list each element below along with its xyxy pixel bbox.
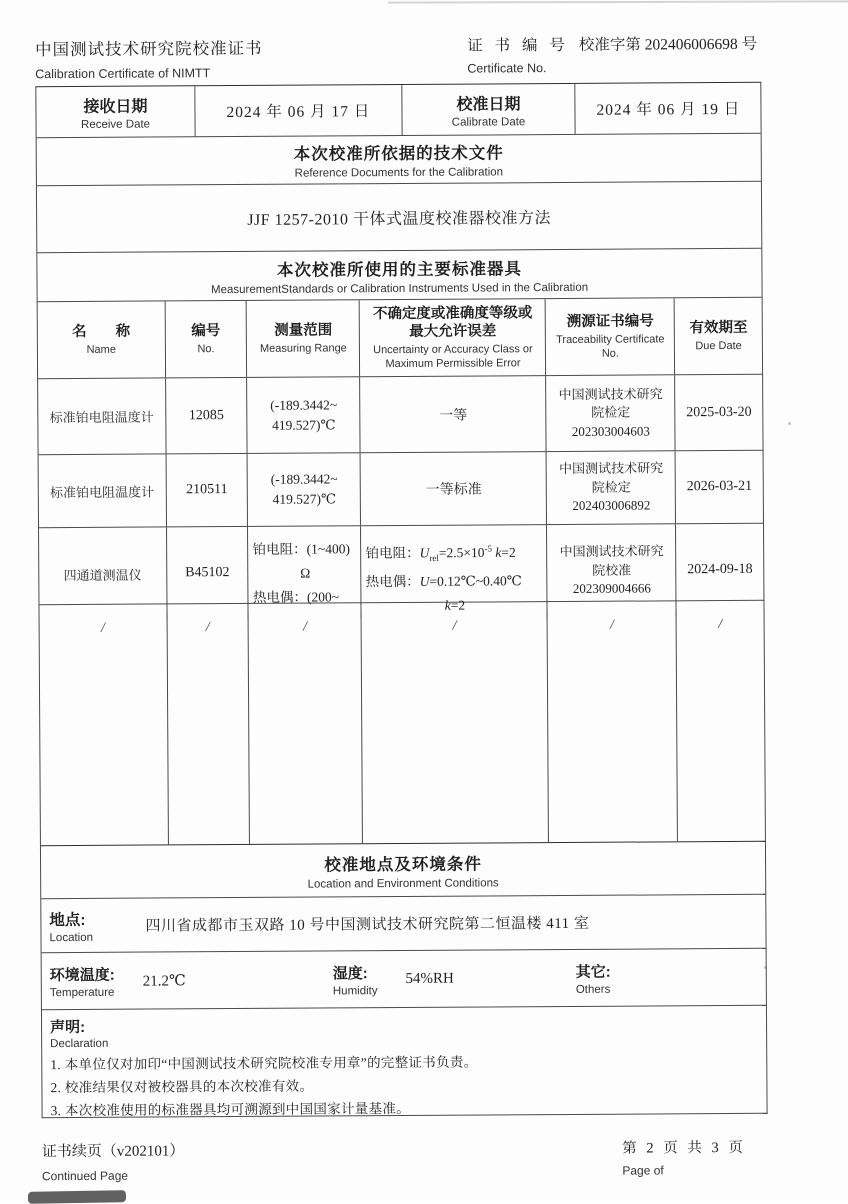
humidity-label — [333, 962, 378, 997]
reference-document-row — [37, 181, 761, 252]
location-row — [41, 894, 765, 952]
continued-page-zh: 证书续页（v202101） — [41, 1143, 185, 1161]
declaration-item-2: 2. 校准结果仅对被校器具的本次校准有效。 — [50, 1078, 314, 1096]
declaration-items — [50, 1049, 756, 1122]
unc-value: =2.5×10 — [438, 544, 485, 561]
page-content — [35, 32, 768, 1183]
range-line-2: Ω — [300, 565, 311, 581]
calibrate-date-label-zh: 校准日期 — [456, 95, 521, 114]
location-label — [49, 907, 145, 944]
instrument-no: 210511 — [165, 454, 247, 526]
document-header — [35, 32, 761, 86]
location-section-title — [41, 841, 765, 898]
reference-title-zh: 本次校准所依据的技术文件 — [293, 144, 504, 164]
certificate-number-line — [467, 32, 757, 56]
empty-cell: / — [166, 604, 249, 844]
col-header-no-en: No. — [197, 342, 215, 355]
temperature-group — [50, 962, 333, 999]
col-header-range — [246, 300, 359, 377]
due-date: 2026-03-21 — [675, 451, 763, 524]
temperature-label — [50, 963, 115, 998]
receive-date-label-en: Receive Date — [80, 118, 151, 131]
unc-u-symbol: U — [419, 574, 430, 590]
col-header-traceability-en: Traceability Certificate No. — [556, 333, 665, 360]
scan-artifact-line — [388, 0, 848, 3]
receive-date-label-zh: 接收日期 — [83, 98, 148, 116]
measuring-range: (-189.3442~ 419.527)℃ — [247, 453, 360, 526]
unc-tc-value: =0.12℃~0.40℃ — [429, 573, 522, 590]
empty-cell: / — [547, 601, 677, 842]
calibrate-date-value-cell — [574, 83, 761, 134]
page-number-en: Page of — [622, 1163, 664, 1178]
unc-u-symbol: U — [419, 545, 430, 561]
col-header-no — [164, 301, 246, 377]
traceability-cert: 中国测试技术研究 院检定 202403006892 — [546, 451, 675, 524]
declaration-section — [42, 1005, 767, 1117]
uncertainty: 一等 — [360, 376, 547, 452]
standards-title-en: MeasurementStandards or Calibration Instruments Used in the Calibration — [210, 281, 589, 296]
col-header-no-zh: 编号 — [191, 322, 221, 340]
empty-cell: / — [100, 620, 105, 636]
header-right — [467, 32, 761, 76]
col-header-traceability-zh: 溯源证书编号 — [566, 313, 654, 330]
empty-cell: / — [248, 603, 362, 844]
unc-k-symbol: k — [495, 544, 502, 560]
certificate-title-zh: 中国测试技术研究院校准证书 — [35, 38, 263, 60]
location-value: 四川省成都市玉双路 10 号中国测试技术研究院第二恒温楼 411 室 — [145, 915, 590, 935]
location-title-zh: 校准地点及环境条件 — [324, 855, 482, 874]
humidity-group — [333, 960, 576, 996]
scan-speck — [788, 422, 791, 425]
due-date: 2024-09-18 — [675, 524, 763, 617]
col-header-name-zh: 名 称 — [72, 323, 131, 340]
uncertainty-line-1 — [365, 536, 515, 570]
standards-table-header — [38, 297, 762, 378]
empty-cell: / — [676, 601, 765, 842]
traceability-cert: 中国测试技术研究 院检定 202303004603 — [546, 375, 675, 451]
certificate-number-label-en: Certificate No. — [467, 61, 547, 76]
uncertainty: 一等标准 — [360, 452, 546, 525]
continued-page-en: Continued Page — [41, 1168, 129, 1184]
unc-k-value: =2 — [450, 597, 466, 613]
declaration-label-zh: 声明: — [50, 1018, 86, 1037]
certificate-number-value: 校准字第 202406006698 号 — [578, 35, 758, 54]
standards-title-zh: 本次校准所使用的主要标准器具 — [276, 259, 522, 280]
standards-section-title — [37, 248, 761, 301]
calibrate-date-label-en: Calibrate Date — [451, 115, 526, 129]
instrument-no: 12085 — [165, 378, 247, 453]
calibrate-date-label-cell — [401, 84, 574, 135]
footer-right — [622, 1136, 746, 1180]
receive-date-value-cell — [194, 85, 401, 136]
temperature-label-zh: 环境温度: — [49, 966, 115, 984]
instrument-name: 四通道测温仪 — [63, 567, 142, 583]
reference-document-text: JJF 1257-2010 干体式温度校准器校准方法 — [247, 209, 552, 229]
uncertainty-line-2 — [366, 569, 522, 594]
page-number-zh: 第 2 页 共 3 页 — [622, 1139, 746, 1157]
unc-u-subscript: rel — [429, 552, 439, 564]
col-header-name — [38, 301, 165, 378]
traceability-cert: 中国测试技术研究 院校准 202309004666 — [546, 524, 675, 617]
certificate-number-label-zh: 证 书 编 号 — [467, 36, 569, 55]
declaration-item-1: 1. 本单位仅对加印“中国测试技术研究院校准专用章”的完整证书负责。 — [50, 1054, 478, 1073]
measuring-range: (-189.3442~ 419.527)℃ — [247, 377, 360, 453]
col-header-uncertainty-zh: 不确定度或准确度等级或 最大允许误差 — [372, 305, 533, 340]
col-header-due-en: Due Date — [695, 339, 742, 352]
certificate-body-table — [35, 82, 767, 1118]
unc-pt-label: 铂电阻： — [365, 545, 420, 561]
declaration-label-en: Declaration — [50, 1037, 109, 1051]
col-header-traceability — [545, 298, 674, 375]
humidity-value: 54%RH — [405, 970, 454, 987]
receive-date-label-cell — [36, 86, 194, 137]
range-line-1: 铂电阻：(1~400) — [252, 541, 350, 557]
location-title-en: Location and Environment Conditions — [307, 876, 499, 891]
certificate-title-en: Calibration Certificate of NIMTT — [35, 66, 211, 82]
unc-tc-label: 热电偶： — [365, 574, 420, 590]
others-label — [576, 960, 611, 995]
reference-title-en: Reference Documents for the Calibration — [294, 166, 504, 180]
col-header-range-en: Measuring Range — [259, 342, 347, 355]
temperature-label-en: Temperature — [49, 986, 115, 999]
receive-date-value: 2024 年 06 月 17 日 — [226, 103, 371, 122]
others-label-en: Others — [575, 983, 611, 996]
location-label-zh: 地点: — [49, 911, 86, 929]
standards-row-1 — [38, 374, 762, 454]
col-header-range-zh: 测量范围 — [274, 322, 333, 339]
standards-row-2 — [39, 450, 763, 527]
others-group — [576, 960, 639, 995]
humidity-label-zh: 湿度: — [332, 964, 368, 982]
environment-row — [42, 948, 766, 1009]
others-label-zh: 其它: — [575, 963, 611, 981]
col-header-uncertainty — [359, 299, 546, 376]
humidity-label-en: Humidity — [332, 984, 378, 997]
calibrate-date-value: 2024 年 06 月 19 日 — [596, 100, 741, 119]
scan-artifact-smudge — [28, 1190, 126, 1204]
instrument-name: 标准铂电阻温度计 — [50, 483, 155, 500]
range-line-3-clipped: 热电偶：(200~ — [252, 589, 340, 605]
header-left — [35, 35, 263, 81]
col-header-due — [674, 298, 762, 375]
col-header-name-en: Name — [86, 343, 116, 356]
temperature-value: 21.2℃ — [142, 972, 186, 990]
empty-cell: / — [361, 602, 549, 843]
unc-k-value: =2 — [501, 544, 516, 560]
date-row — [36, 83, 760, 137]
instrument-no: B45102 — [166, 527, 248, 620]
unc-exponent: -5 — [484, 543, 492, 554]
declaration-item-3: 3. 本次校准使用的标准器具均可溯源到中国国家计量基准。 — [50, 1100, 411, 1119]
col-header-uncertainty-en: Uncertainty or Accuracy Class or Maximum Permissible Error — [373, 343, 533, 370]
location-label-en: Location — [49, 931, 94, 944]
standards-row-3 — [39, 523, 763, 613]
unc-k-symbol: k — [444, 597, 451, 613]
reference-section-title — [37, 133, 761, 185]
document-footer — [42, 1136, 768, 1183]
due-date: 2025-03-20 — [674, 375, 762, 451]
col-header-due-zh: 有效期至 — [689, 319, 748, 336]
instrument-name: 标准铂电阻温度计 — [49, 409, 154, 426]
footer-left — [42, 1139, 185, 1183]
